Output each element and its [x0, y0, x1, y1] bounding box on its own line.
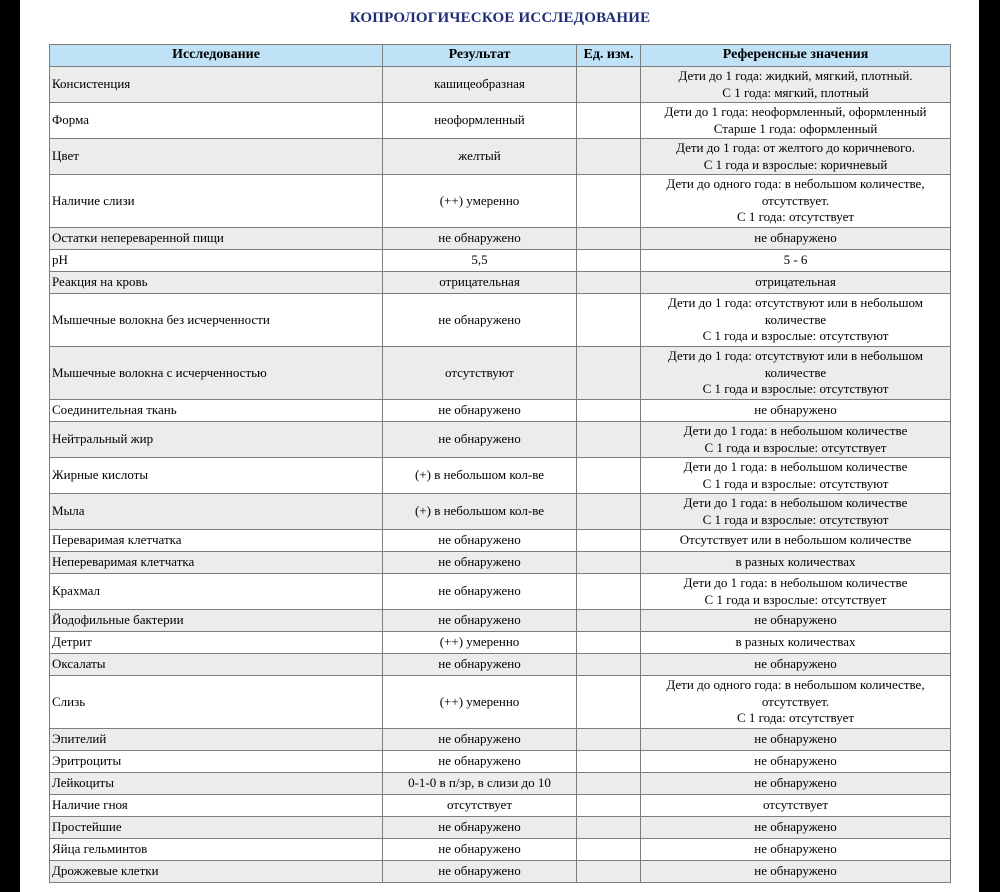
cell-reference	[641, 654, 951, 676]
reference-line: количестве	[764, 311, 827, 327]
table-body	[50, 67, 951, 883]
reference-line: С 1 года и взрослые: отсутствуют	[702, 475, 889, 491]
reference-line: Дети до 1 года: от желтого до коричневого.	[676, 140, 915, 155]
cell-name: Йодофильные бактерии	[50, 610, 383, 632]
header-result: Результат	[383, 45, 577, 67]
reference-line: не обнаружено	[754, 230, 837, 246]
table-row	[50, 654, 951, 676]
cell-result: не обнаружено	[383, 817, 577, 839]
cell-name: Переваримая клетчатка	[50, 530, 383, 552]
header-name: Исследование	[50, 45, 383, 67]
table-row	[50, 574, 951, 610]
cell-name: Простейшие	[50, 817, 383, 839]
table-row	[50, 67, 951, 103]
cell-unit	[577, 729, 641, 751]
cell-reference	[641, 67, 951, 103]
reference-line: С 1 года: мягкий, плотный	[722, 84, 869, 100]
cell-result: не обнаружено	[383, 574, 577, 610]
reference-line: Дети до 1 года: неоформленный, оформленный	[664, 104, 927, 119]
cell-unit	[577, 103, 641, 139]
table-row	[50, 272, 951, 294]
table-row	[50, 817, 951, 839]
table-row	[50, 610, 951, 632]
cell-result: (+) в небольшом кол-ве	[383, 458, 577, 494]
cell-reference	[641, 610, 951, 632]
cell-reference	[641, 139, 951, 175]
cell-name: Слизь	[50, 676, 383, 729]
reference-line: количестве	[764, 364, 827, 380]
header-unit: Ед. изм.	[577, 45, 641, 67]
cell-name: Непереваримая клетчатка	[50, 552, 383, 574]
cell-name: Мышечные волокна без исчерченности	[50, 294, 383, 347]
cell-result: не обнаружено	[383, 861, 577, 883]
reference-line: Дети до 1 года: в небольшом количестве	[683, 495, 908, 510]
reference-line: С 1 года: отсутствует	[736, 209, 855, 225]
cell-unit	[577, 530, 641, 552]
table-row	[50, 676, 951, 729]
reference-line: Дети до 1 года: отсутствуют или в небольшом	[667, 348, 924, 364]
reference-line: С 1 года и взрослые: отсутствуют	[702, 328, 889, 344]
reference-line: не обнаружено	[754, 775, 837, 791]
cell-name: Эпителий	[50, 729, 383, 751]
page-title: КОПРОЛОГИЧЕСКОЕ ИССЛЕДОВАНИЕ	[349, 10, 651, 26]
cell-unit	[577, 610, 641, 632]
reference-line: не обнаружено	[754, 612, 837, 628]
cell-unit	[577, 422, 641, 458]
cell-name: Крахмал	[50, 574, 383, 610]
cell-unit	[577, 294, 641, 347]
reference-line: Дети до 1 года: в небольшом количестве	[683, 459, 908, 474]
cell-result: (++) умеренно	[383, 175, 577, 228]
table-row	[50, 250, 951, 272]
cell-result: не обнаружено	[383, 294, 577, 347]
reference-line: Дети до одного года: в небольшом количестве,	[666, 677, 925, 693]
cell-name: Остатки непереваренной пищи	[50, 228, 383, 250]
table-row	[50, 175, 951, 228]
header-reference: Референсные значения	[641, 45, 951, 67]
cell-reference	[641, 530, 951, 552]
reference-line: С 1 года и взрослые: отсутствуют	[702, 381, 889, 397]
reference-line: не обнаружено	[754, 863, 837, 879]
reference-line: не обнаружено	[754, 402, 837, 418]
cell-result: отрицательная	[383, 272, 577, 294]
reference-line: отсутствует.	[761, 693, 830, 709]
cell-result: (+) в небольшом кол-ве	[383, 494, 577, 530]
cell-name: pH	[50, 250, 383, 272]
cell-unit	[577, 175, 641, 228]
table-row	[50, 552, 951, 574]
cell-unit	[577, 574, 641, 610]
cell-reference	[641, 494, 951, 530]
cell-result: отсутствует	[383, 795, 577, 817]
reference-line: не обнаружено	[754, 819, 837, 835]
reference-line: в разных количествах	[735, 634, 856, 650]
table-row	[50, 294, 951, 347]
table-row	[50, 347, 951, 400]
cell-unit	[577, 817, 641, 839]
cell-reference	[641, 272, 951, 294]
cell-result: не обнаружено	[383, 839, 577, 861]
cell-name: Яйца гельминтов	[50, 839, 383, 861]
reference-line: не обнаружено	[754, 753, 837, 769]
reference-line: отсутствует.	[761, 192, 830, 208]
cell-reference	[641, 817, 951, 839]
cell-result: не обнаружено	[383, 729, 577, 751]
cell-unit	[577, 773, 641, 795]
table-row	[50, 839, 951, 861]
cell-unit	[577, 632, 641, 654]
table-row	[50, 139, 951, 175]
cell-unit	[577, 139, 641, 175]
table-row	[50, 729, 951, 751]
cell-unit	[577, 347, 641, 400]
right-black-bar	[979, 0, 1000, 892]
reference-line: С 1 года и взрослые: отсутствует	[704, 439, 887, 455]
cell-reference	[641, 839, 951, 861]
cell-unit	[577, 839, 641, 861]
cell-reference	[641, 574, 951, 610]
cell-reference	[641, 347, 951, 400]
cell-unit	[577, 676, 641, 729]
table-row	[50, 751, 951, 773]
table-row	[50, 228, 951, 250]
cell-name: Жирные кислоты	[50, 458, 383, 494]
left-black-bar	[0, 0, 20, 892]
cell-result: неоформленный	[383, 103, 577, 139]
reference-line: Дети до 1 года: в небольшом количестве	[683, 575, 908, 590]
table-row	[50, 458, 951, 494]
reference-line: не обнаружено	[754, 841, 837, 857]
reference-line: Дети до одного года: в небольшом количестве,	[666, 176, 925, 192]
cell-result: не обнаружено	[383, 228, 577, 250]
reference-line: не обнаружено	[754, 656, 837, 672]
cell-name: Консистенция	[50, 67, 383, 103]
cell-result: (++) умеренно	[383, 632, 577, 654]
cell-name: Наличие гноя	[50, 795, 383, 817]
reference-line: Дети до 1 года: отсутствуют или в небольшом	[667, 295, 924, 311]
cell-reference	[641, 458, 951, 494]
cell-result: не обнаружено	[383, 422, 577, 458]
reference-line: Дети до 1 года: в небольшом количестве	[683, 423, 908, 438]
table-row	[50, 530, 951, 552]
cell-unit	[577, 552, 641, 574]
reference-line: в разных количествах	[735, 554, 856, 570]
table-row	[50, 632, 951, 654]
cell-reference	[641, 676, 951, 729]
reference-line: С 1 года и взрослые: коричневый	[703, 156, 888, 172]
cell-name: Наличие слизи	[50, 175, 383, 228]
cell-unit	[577, 67, 641, 103]
cell-unit	[577, 751, 641, 773]
cell-name: Мыла	[50, 494, 383, 530]
cell-reference	[641, 294, 951, 347]
cell-reference	[641, 228, 951, 250]
cell-reference	[641, 773, 951, 795]
cell-name: Детрит	[50, 632, 383, 654]
cell-result: не обнаружено	[383, 552, 577, 574]
cell-reference	[641, 175, 951, 228]
cell-reference	[641, 795, 951, 817]
cell-unit	[577, 250, 641, 272]
cell-name: Цвет	[50, 139, 383, 175]
cell-reference	[641, 729, 951, 751]
results-table	[49, 44, 951, 883]
cell-unit	[577, 861, 641, 883]
cell-result: кашицеобразная	[383, 67, 577, 103]
reference-line: 5 - 6	[783, 252, 808, 268]
cell-result: не обнаружено	[383, 610, 577, 632]
cell-name: Эритроциты	[50, 751, 383, 773]
cell-reference	[641, 861, 951, 883]
cell-reference	[641, 103, 951, 139]
cell-name: Соединительная ткань	[50, 400, 383, 422]
cell-result: отсутствуют	[383, 347, 577, 400]
cell-name: Оксалаты	[50, 654, 383, 676]
reference-line: отрицательная	[755, 274, 836, 290]
reference-line: Отсутствует или в небольшом количестве	[679, 532, 912, 548]
table-row	[50, 773, 951, 795]
cell-result: не обнаружено	[383, 400, 577, 422]
cell-unit	[577, 272, 641, 294]
reference-line: отсутствует	[762, 797, 829, 813]
cell-reference	[641, 400, 951, 422]
reference-line: Старше 1 года: оформленный	[713, 120, 878, 136]
cell-name: Форма	[50, 103, 383, 139]
cell-name: Нейтральный жир	[50, 422, 383, 458]
table-header-row	[50, 45, 951, 67]
cell-name: Мышечные волокна с исчерченностью	[50, 347, 383, 400]
cell-name: Реакция на кровь	[50, 272, 383, 294]
table-row	[50, 861, 951, 883]
cell-result: не обнаружено	[383, 751, 577, 773]
cell-unit	[577, 458, 641, 494]
cell-result: не обнаружено	[383, 654, 577, 676]
cell-reference	[641, 422, 951, 458]
reference-line: Дети до 1 года: жидкий, мягкий, плотный.	[678, 68, 913, 83]
table-row	[50, 400, 951, 422]
cell-result: (++) умеренно	[383, 676, 577, 729]
reference-line: С 1 года и взрослые: отсутствует	[704, 591, 887, 607]
cell-reference	[641, 751, 951, 773]
cell-name: Дрожжевые клетки	[50, 861, 383, 883]
reference-line: не обнаружено	[754, 731, 837, 747]
cell-unit	[577, 654, 641, 676]
table-row	[50, 422, 951, 458]
reference-line: С 1 года: отсутствует	[736, 710, 855, 726]
table-row	[50, 795, 951, 817]
cell-result: 5,5	[383, 250, 577, 272]
cell-result: 0-1-0 в п/зр, в слизи до 10	[383, 773, 577, 795]
cell-unit	[577, 228, 641, 250]
cell-name: Лейкоциты	[50, 773, 383, 795]
cell-unit	[577, 494, 641, 530]
cell-result: желтый	[383, 139, 577, 175]
cell-reference	[641, 250, 951, 272]
table-row	[50, 103, 951, 139]
cell-unit	[577, 400, 641, 422]
cell-result: не обнаружено	[383, 530, 577, 552]
table-row	[50, 494, 951, 530]
cell-unit	[577, 795, 641, 817]
cell-reference	[641, 552, 951, 574]
cell-reference	[641, 632, 951, 654]
reference-line: С 1 года и взрослые: отсутствуют	[702, 511, 889, 527]
